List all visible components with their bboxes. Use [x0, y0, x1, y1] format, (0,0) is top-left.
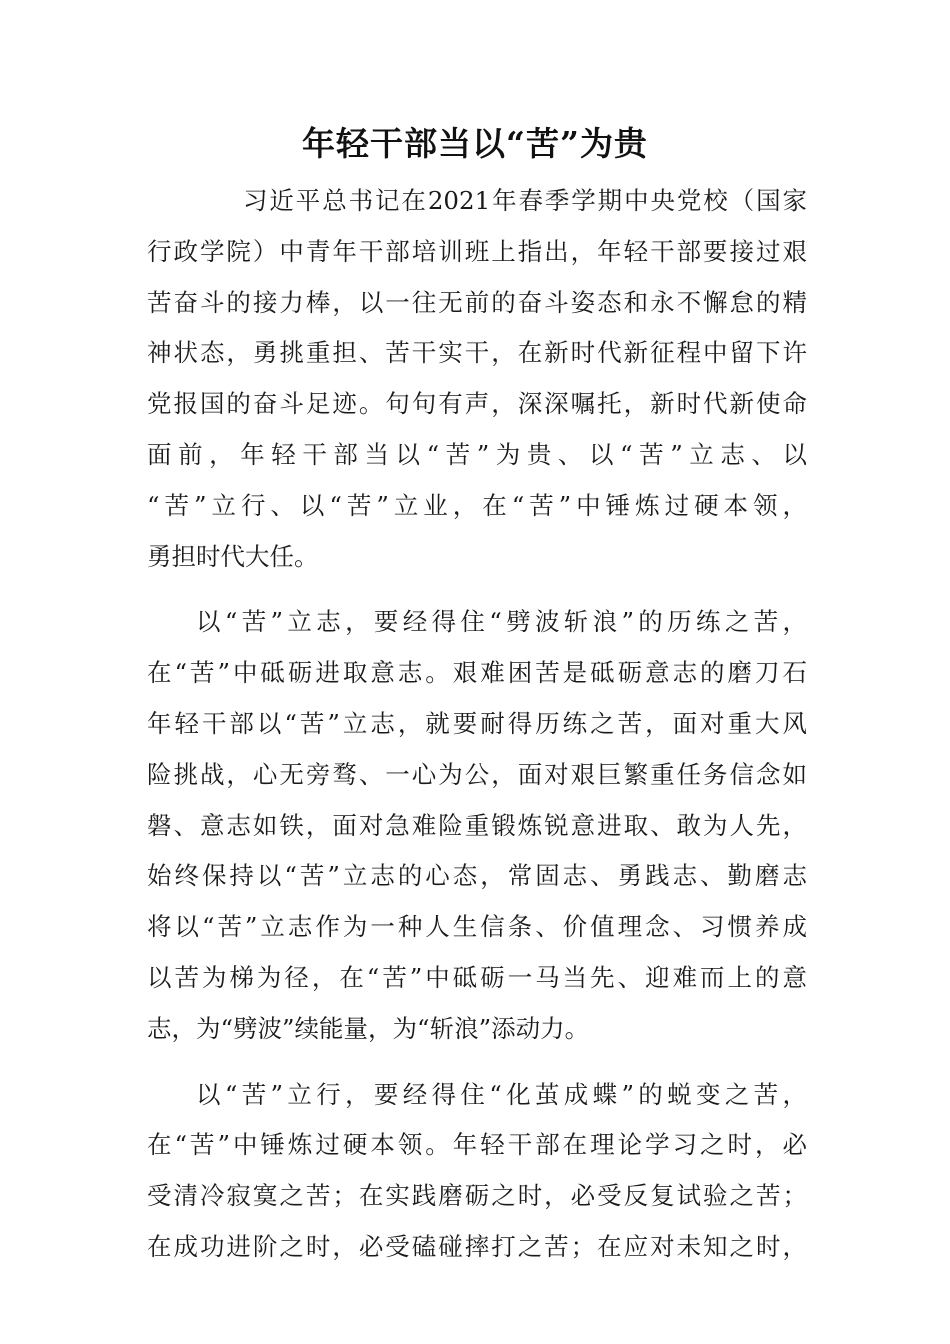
paragraph-3-line-3: 受清冷寂寞之苦；在实践磨砺之时，必受反复试验之苦；: [147, 1181, 807, 1211]
paragraph-1-line-4: 神状态，勇挑重担、苦干实干，在新时代新征程中留下许: [147, 338, 807, 368]
document-title: 年轻干部当以“苦”为贵: [302, 124, 648, 163]
paragraph-2-line-6: 始终保持以“苦”立志的心态，常固志、勇践志、勤磨志: [147, 861, 807, 891]
paragraph-1-line-8: 勇担时代大任。: [147, 541, 319, 571]
paragraph-2-line-7: 将以“苦”立志作为一种人生信条、价值理念、习惯养成: [147, 912, 807, 942]
paragraph-2-line-2: 在“苦”中砥砺进取意志。艰难困苦是砥砺意志的磨刀石: [147, 658, 807, 688]
paragraph-1-line-7: “苦”立行、以“苦”立业，在“苦”中锤炼过硬本领，: [147, 490, 807, 520]
paragraph-2-line-5: 磐、意志如铁，面对急难险重锻炼锐意进取、敢为人先，: [147, 810, 807, 840]
paragraph-1-line-2: 行政学院）中青年干部培训班上指出，年轻干部要接过艰: [147, 236, 807, 266]
paragraph-2-line-1: 以“苦”立志，要经得住“劈波斩浪”的历练之苦，: [196, 607, 807, 637]
paragraph-gap: [147, 1055, 807, 1070]
paragraph-3-line-1: 以“苦”立行，要经得住“化茧成蝶”的蜕变之苦，: [196, 1079, 807, 1109]
paragraph-2-line-3: 年轻干部以“苦”立志，就要耐得历练之苦，面对重大风: [147, 708, 807, 738]
paragraph-gap: [147, 582, 807, 597]
paragraph-3-line-2: 在“苦”中锤炼过硬本领。年轻干部在理论学习之时，必: [147, 1130, 807, 1160]
paragraph-3-line-4: 在成功进阶之时，必受磕碰摔打之苦；在应对未知之时，: [147, 1231, 807, 1261]
document-body: [147, 176, 807, 1273]
paragraph-2-line-9: 志，为“劈波”续能量，为“斩浪”添动力。: [147, 1013, 590, 1043]
paragraph-1-line-5: 党报国的奋斗足迹。句句有声，深深嘱托，新时代新使命: [147, 389, 807, 419]
paragraph-2-line-4: 险挑战，心无旁骛、一心为公，面对艰巨繁重任务信念如: [147, 759, 807, 789]
paragraph-1-line-6: 面前，年轻干部当以“苦”为贵、以“苦”立志、以: [147, 439, 807, 469]
paragraph-2-line-8: 以苦为梯为径，在“苦”中砥砺一马当先、迎难而上的意: [147, 962, 807, 992]
paragraph-1-line-1: 习近平总书记在2021年春季学期中央党校（国家: [243, 186, 807, 215]
paragraph-1-line-3: 苦奋斗的接力棒，以一往无前的奋斗姿态和永不懈怠的精: [147, 287, 807, 317]
